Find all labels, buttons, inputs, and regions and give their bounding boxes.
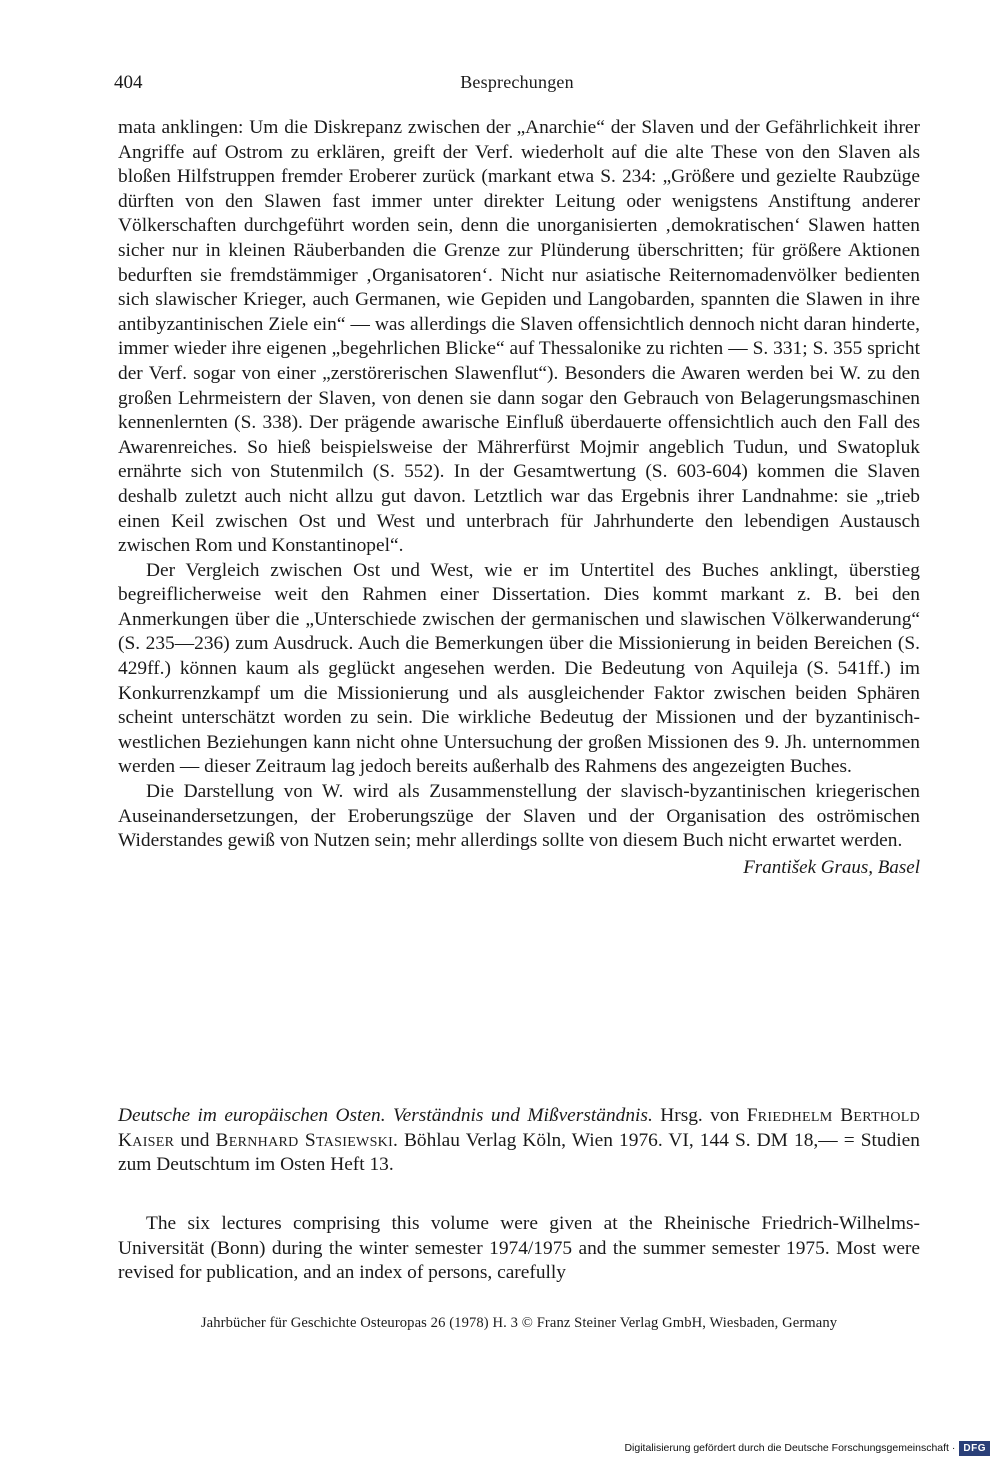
book-citation xyxy=(118,1104,920,1178)
book-details: . Böhlau Verlag Köln, Wien 1976. VI, 144 S. DM 18,— = Studien zum Deutschtum im Osten Heft 13. xyxy=(118,1129,920,1176)
book-title: Deutsche im europäischen Osten. Verständnis und Mißverständnis. xyxy=(118,1105,653,1126)
dfg-logo: DFG xyxy=(959,1441,990,1456)
review-paragraph: Die Darstellung von W. wird als Zusammenstellung der slavisch-byzantinischen kriegerischen Auseinandersetzungen, der Eroberungszüge der Slaven und der Organisation des oströmischen Widerstandes gewiß von Nutzen sein; mehr allerdings sollte von diesem Buch nicht erwartet werden. xyxy=(118,781,920,852)
editor-name: Bernhard Stasiewski xyxy=(215,1129,394,1151)
review-paragraph-english: The six lectures comprising this volume were given at the Rheinische Friedrich-Wilhelms-Universität (Bonn) during the winter semester 1974/1975 and the summer semester 1975. Most were revised for publication, and an index of persons, carefully xyxy=(118,1213,920,1284)
editors-prefix: Hrsg. von xyxy=(660,1105,740,1126)
running-head: Besprechungen xyxy=(460,72,574,92)
editor-conjunction: und xyxy=(180,1129,210,1151)
dfg-credit-text: Digitalisierung gefördert durch die Deutsche Forschungsgemeinschaft · xyxy=(624,1442,956,1454)
dfg-credit xyxy=(624,1439,990,1457)
page-header xyxy=(114,72,920,100)
editor-name: Friedhelm Berthold Kaiser xyxy=(118,1105,921,1151)
review-paragraph: Der Vergleich zwischen Ost und West, wie er im Untertitel des Buches anklingt, überstieg begreiflicherweise weit den Rahmen einer Dissertation. Dies kommt markant z. B. bei den Anmerkungen über die „Unterschiede zwischen der germanischen und slawischen Völkerwanderung“ (S. 235—236) zum Ausdruck. Auch die Bemerkungen über die Missionierung in beiden Bereichen (S. 429ff.) können kaum als geglückt angesehen werden. Die Bedeutung von Aquileja (S. 541ff.) im Konkurrenzkampf um die Missionierung und als ausgleichender Faktor zwischen beiden Sphären scheint unterschätzt worden zu sein. Die wirkliche Bedeutug der Missionen und der byzantinisch-westlichen Beziehungen kann nicht ohne Untersuchung der großen Missionen des 9. Jh. unternommen werden — dieser Zeitraum lag jedoch bereits außerhalb des Rahmens des angezeigten Buches. xyxy=(118,559,920,778)
reviewer-signature: František Graus, Basel xyxy=(743,856,920,878)
review-paragraph: mata anklingen: Um die Diskrepanz zwischen der „Anarchie“ der Slaven und der Gefährlichkeit ihrer Angriffe auf Ostrom zu erklären, greift der Verf. wiederholt auf die alte These von den Slaven als bloßen Hilfstruppen fremder Eroberer zurück (markant etwa S. 234: „Größere und gezielte Raubzüge dürften von den Slawen fast immer unter direkter Leitung oder wenigstens Anstiftung anderer Völkerschaften durchgeführt worden sein, denn die unorganisierten ‚demokratischen‘ Slawen hatten sicher nur in kleinen Räuberbanden die Grenze zur Plünderung überschritten; für größere Aktionen bedurften sie fremdstämmiger ‚Organisatoren‘. Nicht nur asiatische Reiternomadenvölker bedienten sich slawischer Krieger, auch Germanen, wie Gepiden und Langobarden, spannten die Slawen in ihre antibyzantinischen Ziele ein“ — was allerdings die Slaven offensichtlich dennoch nicht daran hinderte, immer wieder ihre eigenen „begehrlichen Blicke“ auf Thessalonike zu richten — S. 331; S. 355 spricht der Verf. sogar von einer „zerstörerischen Slawenflut“). Besonders die Awaren werden bei W. zu den großen Lehrmeistern der Slaven, von denen sie dann sogar den Gebrauch von Belagerungsmaschinen kennenlernten (S. 338). Der prägende awarische Einfluß überdauerte offensichtlich auch den Fall des Awarenreiches. So hieß beispielsweise der Mährerfürst Mojmir angeblich Tudun, und Swatopluk ernährte sich von Stutenmilch (S. 552). In der Gesamtwertung (S. 603-604) kommen die Slaven deshalb zuletzt auch nicht allzu gut davon. Letztlich war das Ergebnis ihrer Landnahme: sie „trieb einen Keil zwischen Ost und West und unterbrach für Jahrhunderte den lebendigen Austausch zwischen Rom und Konstantinopel“. xyxy=(118,117,920,557)
review-body xyxy=(118,116,920,880)
journal-citation: Jahrbücher für Geschichte Osteuropas 26 (1978) H. 3 © Franz Steiner Verlag GmbH, Wiesbaden, Germany xyxy=(200,1315,838,1331)
page-number: 404 xyxy=(114,72,143,93)
